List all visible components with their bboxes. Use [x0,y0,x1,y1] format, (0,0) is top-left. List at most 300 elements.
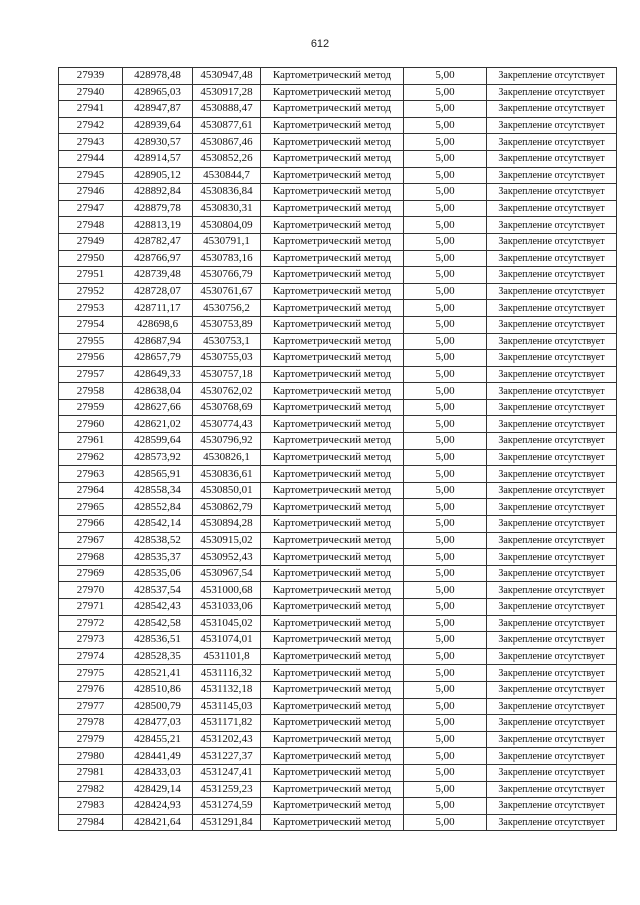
point-number-cell: 27948 [59,217,123,234]
method-cell: Картометрический метод [261,632,404,649]
table-row [59,499,617,516]
fixing-note-cell: Закрепление отсутствует [487,233,617,250]
point-number-cell: 27957 [59,366,123,383]
accuracy-cell: 5,00 [404,599,487,616]
y-coordinate-cell: 4530756,2 [193,300,261,317]
method-cell: Картометрический метод [261,267,404,284]
table-row [59,250,617,267]
accuracy-cell: 5,00 [404,632,487,649]
y-coordinate-cell: 4531045,02 [193,615,261,632]
method-cell: Картометрический метод [261,300,404,317]
point-number-cell: 27974 [59,648,123,665]
method-cell: Картометрический метод [261,366,404,383]
accuracy-cell: 5,00 [404,499,487,516]
method-cell: Картометрический метод [261,101,404,118]
fixing-note-cell: Закрепление отсутствует [487,482,617,499]
method-cell: Картометрический метод [261,499,404,516]
accuracy-cell: 5,00 [404,482,487,499]
y-coordinate-cell: 4530862,79 [193,499,261,516]
fixing-note-cell: Закрепление отсутствует [487,632,617,649]
y-coordinate-cell: 4530952,43 [193,549,261,566]
method-cell: Картометрический метод [261,582,404,599]
method-cell: Картометрический метод [261,516,404,533]
point-number-cell: 27980 [59,748,123,765]
fixing-note-cell: Закрепление отсутствует [487,715,617,732]
point-number-cell: 27942 [59,117,123,134]
x-coordinate-cell: 428627,66 [123,399,193,416]
accuracy-cell: 5,00 [404,648,487,665]
table-row [59,648,617,665]
x-coordinate-cell: 428500,79 [123,698,193,715]
fixing-note-cell: Закрепление отсутствует [487,781,617,798]
table-row [59,715,617,732]
x-coordinate-cell: 428510,86 [123,681,193,698]
fixing-note-cell: Закрепление отсутствует [487,499,617,516]
table-row [59,764,617,781]
x-coordinate-cell: 428535,37 [123,549,193,566]
point-number-cell: 27972 [59,615,123,632]
accuracy-cell: 5,00 [404,416,487,433]
x-coordinate-cell: 428879,78 [123,200,193,217]
accuracy-cell: 5,00 [404,764,487,781]
fixing-note-cell: Закрепление отсутствует [487,283,617,300]
point-number-cell: 27964 [59,482,123,499]
point-number-cell: 27960 [59,416,123,433]
accuracy-cell: 5,00 [404,366,487,383]
point-number-cell: 27975 [59,665,123,682]
y-coordinate-cell: 4530844,7 [193,167,261,184]
x-coordinate-cell: 428947,87 [123,101,193,118]
x-coordinate-cell: 428621,02 [123,416,193,433]
point-number-cell: 27952 [59,283,123,300]
table-row [59,681,617,698]
fixing-note-cell: Закрепление отсутствует [487,217,617,234]
method-cell: Картометрический метод [261,532,404,549]
x-coordinate-cell: 428455,21 [123,731,193,748]
method-cell: Картометрический метод [261,150,404,167]
point-number-cell: 27978 [59,715,123,732]
method-cell: Картометрический метод [261,648,404,665]
point-number-cell: 27976 [59,681,123,698]
y-coordinate-cell: 4530894,28 [193,516,261,533]
point-number-cell: 27949 [59,233,123,250]
y-coordinate-cell: 4530852,26 [193,150,261,167]
y-coordinate-cell: 4530826,1 [193,449,261,466]
y-coordinate-cell: 4531132,18 [193,681,261,698]
point-number-cell: 27940 [59,84,123,101]
y-coordinate-cell: 4531259,23 [193,781,261,798]
x-coordinate-cell: 428711,17 [123,300,193,317]
table-row [59,565,617,582]
x-coordinate-cell: 428782,47 [123,233,193,250]
x-coordinate-cell: 428565,91 [123,466,193,483]
fixing-note-cell: Закрепление отсутствует [487,150,617,167]
y-coordinate-cell: 4530796,92 [193,433,261,450]
fixing-note-cell: Закрепление отсутствует [487,300,617,317]
accuracy-cell: 5,00 [404,814,487,831]
point-number-cell: 27963 [59,466,123,483]
y-coordinate-cell: 4530850,01 [193,482,261,499]
accuracy-cell: 5,00 [404,781,487,798]
fixing-note-cell: Закрепление отсутствует [487,68,617,85]
point-number-cell: 27951 [59,267,123,284]
method-cell: Картометрический метод [261,383,404,400]
x-coordinate-cell: 428728,07 [123,283,193,300]
fixing-note-cell: Закрепление отсутствует [487,117,617,134]
accuracy-cell: 5,00 [404,516,487,533]
point-number-cell: 27955 [59,333,123,350]
table-row [59,283,617,300]
method-cell: Картометрический метод [261,68,404,85]
accuracy-cell: 5,00 [404,615,487,632]
table-body [59,68,617,831]
method-cell: Картометрический метод [261,283,404,300]
y-coordinate-cell: 4530967,54 [193,565,261,582]
y-coordinate-cell: 4530867,46 [193,134,261,151]
fixing-note-cell: Закрепление отсутствует [487,665,617,682]
fixing-note-cell: Закрепление отсутствует [487,383,617,400]
point-number-cell: 27971 [59,599,123,616]
x-coordinate-cell: 428542,58 [123,615,193,632]
x-coordinate-cell: 428599,64 [123,433,193,450]
table-row [59,68,617,85]
fixing-note-cell: Закрепление отсутствует [487,615,617,632]
y-coordinate-cell: 4531145,03 [193,698,261,715]
y-coordinate-cell: 4530836,61 [193,466,261,483]
table-row [59,217,617,234]
table-row [59,267,617,284]
y-coordinate-cell: 4531247,41 [193,764,261,781]
fixing-note-cell: Закрепление отсутствует [487,333,617,350]
table-row [59,449,617,466]
accuracy-cell: 5,00 [404,300,487,317]
y-coordinate-cell: 4531202,43 [193,731,261,748]
point-number-cell: 27953 [59,300,123,317]
method-cell: Картометрический метод [261,399,404,416]
method-cell: Картометрический метод [261,416,404,433]
table-row [59,366,617,383]
point-number-cell: 27943 [59,134,123,151]
fixing-note-cell: Закрепление отсутствует [487,599,617,616]
x-coordinate-cell: 428657,79 [123,350,193,367]
table-row [59,532,617,549]
point-number-cell: 27965 [59,499,123,516]
x-coordinate-cell: 428914,57 [123,150,193,167]
y-coordinate-cell: 4531000,68 [193,582,261,599]
fixing-note-cell: Закрепление отсутствует [487,84,617,101]
y-coordinate-cell: 4530783,16 [193,250,261,267]
accuracy-cell: 5,00 [404,217,487,234]
accuracy-cell: 5,00 [404,433,487,450]
x-coordinate-cell: 428978,48 [123,68,193,85]
fixing-note-cell: Закрепление отсутствует [487,416,617,433]
x-coordinate-cell: 428542,14 [123,516,193,533]
y-coordinate-cell: 4530757,18 [193,366,261,383]
y-coordinate-cell: 4530766,79 [193,267,261,284]
accuracy-cell: 5,00 [404,582,487,599]
method-cell: Картометрический метод [261,781,404,798]
method-cell: Картометрический метод [261,681,404,698]
fixing-note-cell: Закрепление отсутствует [487,134,617,151]
y-coordinate-cell: 4530755,03 [193,350,261,367]
table-row [59,482,617,499]
fixing-note-cell: Закрепление отсутствует [487,516,617,533]
fixing-note-cell: Закрепление отсутствует [487,681,617,698]
table-row [59,615,617,632]
fixing-note-cell: Закрепление отсутствует [487,698,617,715]
x-coordinate-cell: 428536,51 [123,632,193,649]
accuracy-cell: 5,00 [404,200,487,217]
x-coordinate-cell: 428441,49 [123,748,193,765]
y-coordinate-cell: 4531101,8 [193,648,261,665]
y-coordinate-cell: 4530804,09 [193,217,261,234]
method-cell: Картометрический метод [261,333,404,350]
table-row [59,350,617,367]
accuracy-cell: 5,00 [404,565,487,582]
method-cell: Картометрический метод [261,764,404,781]
accuracy-cell: 5,00 [404,84,487,101]
y-coordinate-cell: 4531171,82 [193,715,261,732]
point-number-cell: 27941 [59,101,123,118]
y-coordinate-cell: 4530888,47 [193,101,261,118]
method-cell: Картометрический метод [261,748,404,765]
table-row [59,665,617,682]
method-cell: Картометрический метод [261,84,404,101]
table-row [59,333,617,350]
table-row [59,731,617,748]
accuracy-cell: 5,00 [404,665,487,682]
method-cell: Картометрический метод [261,615,404,632]
table-row [59,748,617,765]
y-coordinate-cell: 4531227,37 [193,748,261,765]
accuracy-cell: 5,00 [404,798,487,815]
accuracy-cell: 5,00 [404,233,487,250]
method-cell: Картометрический метод [261,184,404,201]
point-number-cell: 27950 [59,250,123,267]
method-cell: Картометрический метод [261,350,404,367]
point-number-cell: 27969 [59,565,123,582]
page-number: 612 [310,38,330,50]
method-cell: Картометрический метод [261,449,404,466]
fixing-note-cell: Закрепление отсутствует [487,200,617,217]
fixing-note-cell: Закрепление отсутствует [487,350,617,367]
y-coordinate-cell: 4531033,06 [193,599,261,616]
point-number-cell: 27967 [59,532,123,549]
method-cell: Картометрический метод [261,200,404,217]
y-coordinate-cell: 4531074,01 [193,632,261,649]
fixing-note-cell: Закрепление отсутствует [487,366,617,383]
point-number-cell: 27954 [59,316,123,333]
fixing-note-cell: Закрепление отсутствует [487,466,617,483]
accuracy-cell: 5,00 [404,283,487,300]
table-row [59,184,617,201]
method-cell: Картометрический метод [261,466,404,483]
x-coordinate-cell: 428649,33 [123,366,193,383]
accuracy-cell: 5,00 [404,117,487,134]
y-coordinate-cell: 4530877,61 [193,117,261,134]
table-row [59,233,617,250]
method-cell: Картометрический метод [261,167,404,184]
y-coordinate-cell: 4531291,84 [193,814,261,831]
x-coordinate-cell: 428573,92 [123,449,193,466]
x-coordinate-cell: 428930,57 [123,134,193,151]
y-coordinate-cell: 4530836,84 [193,184,261,201]
table-row [59,599,617,616]
x-coordinate-cell: 428939,64 [123,117,193,134]
table-row [59,150,617,167]
fixing-note-cell: Закрепление отсутствует [487,731,617,748]
table-row [59,117,617,134]
accuracy-cell: 5,00 [404,184,487,201]
method-cell: Картометрический метод [261,549,404,566]
fixing-note-cell: Закрепление отсутствует [487,565,617,582]
accuracy-cell: 5,00 [404,731,487,748]
point-number-cell: 27939 [59,68,123,85]
x-coordinate-cell: 428638,04 [123,383,193,400]
table-row [59,200,617,217]
point-number-cell: 27961 [59,433,123,450]
fixing-note-cell: Закрепление отсутствует [487,316,617,333]
table-row [59,316,617,333]
x-coordinate-cell: 428892,84 [123,184,193,201]
method-cell: Картометрический метод [261,599,404,616]
accuracy-cell: 5,00 [404,167,487,184]
accuracy-cell: 5,00 [404,101,487,118]
point-number-cell: 27984 [59,814,123,831]
fixing-note-cell: Закрепление отсутствует [487,532,617,549]
point-number-cell: 27968 [59,549,123,566]
accuracy-cell: 5,00 [404,549,487,566]
x-coordinate-cell: 428433,03 [123,764,193,781]
method-cell: Картометрический метод [261,731,404,748]
point-number-cell: 27958 [59,383,123,400]
fixing-note-cell: Закрепление отсутствует [487,582,617,599]
table-row [59,433,617,450]
table-row [59,101,617,118]
x-coordinate-cell: 428687,94 [123,333,193,350]
x-coordinate-cell: 428528,35 [123,648,193,665]
accuracy-cell: 5,00 [404,250,487,267]
point-number-cell: 27956 [59,350,123,367]
method-cell: Картометрический метод [261,698,404,715]
table-row [59,798,617,815]
table-row [59,466,617,483]
accuracy-cell: 5,00 [404,383,487,400]
x-coordinate-cell: 428766,97 [123,250,193,267]
accuracy-cell: 5,00 [404,134,487,151]
y-coordinate-cell: 4530762,02 [193,383,261,400]
point-number-cell: 27970 [59,582,123,599]
fixing-note-cell: Закрепление отсутствует [487,814,617,831]
method-cell: Картометрический метод [261,316,404,333]
table-row [59,134,617,151]
y-coordinate-cell: 4530753,89 [193,316,261,333]
fixing-note-cell: Закрепление отсутствует [487,798,617,815]
y-coordinate-cell: 4530761,67 [193,283,261,300]
y-coordinate-cell: 4530915,02 [193,532,261,549]
accuracy-cell: 5,00 [404,698,487,715]
fixing-note-cell: Закрепление отсутствует [487,764,617,781]
accuracy-cell: 5,00 [404,681,487,698]
x-coordinate-cell: 428552,84 [123,499,193,516]
x-coordinate-cell: 428429,14 [123,781,193,798]
accuracy-cell: 5,00 [404,68,487,85]
y-coordinate-cell: 4530768,69 [193,399,261,416]
method-cell: Картометрический метод [261,715,404,732]
table-row [59,549,617,566]
x-coordinate-cell: 428698,6 [123,316,193,333]
accuracy-cell: 5,00 [404,150,487,167]
x-coordinate-cell: 428537,54 [123,582,193,599]
x-coordinate-cell: 428421,64 [123,814,193,831]
point-number-cell: 27983 [59,798,123,815]
fixing-note-cell: Закрепление отсутствует [487,549,617,566]
table-row [59,399,617,416]
fixing-note-cell: Закрепление отсутствует [487,449,617,466]
table-row [59,516,617,533]
x-coordinate-cell: 428538,52 [123,532,193,549]
table-row [59,84,617,101]
x-coordinate-cell: 428739,48 [123,267,193,284]
x-coordinate-cell: 428965,03 [123,84,193,101]
x-coordinate-cell: 428813,19 [123,217,193,234]
x-coordinate-cell: 428521,41 [123,665,193,682]
method-cell: Картометрический метод [261,217,404,234]
point-number-cell: 27981 [59,764,123,781]
accuracy-cell: 5,00 [404,532,487,549]
point-number-cell: 27959 [59,399,123,416]
point-number-cell: 27962 [59,449,123,466]
accuracy-cell: 5,00 [404,449,487,466]
table-row [59,383,617,400]
accuracy-cell: 5,00 [404,316,487,333]
accuracy-cell: 5,00 [404,333,487,350]
y-coordinate-cell: 4530753,1 [193,333,261,350]
y-coordinate-cell: 4530774,43 [193,416,261,433]
fixing-note-cell: Закрепление отсутствует [487,267,617,284]
accuracy-cell: 5,00 [404,350,487,367]
method-cell: Картометрический метод [261,250,404,267]
x-coordinate-cell: 428477,03 [123,715,193,732]
y-coordinate-cell: 4530947,48 [193,68,261,85]
fixing-note-cell: Закрепление отсутствует [487,433,617,450]
accuracy-cell: 5,00 [404,466,487,483]
method-cell: Картометрический метод [261,798,404,815]
method-cell: Картометрический метод [261,565,404,582]
table-row [59,416,617,433]
point-number-cell: 27944 [59,150,123,167]
x-coordinate-cell: 428535,06 [123,565,193,582]
fixing-note-cell: Закрепление отсутствует [487,399,617,416]
table-row [59,167,617,184]
point-number-cell: 27945 [59,167,123,184]
y-coordinate-cell: 4530917,28 [193,84,261,101]
x-coordinate-cell: 428542,43 [123,599,193,616]
point-number-cell: 27982 [59,781,123,798]
table-row [59,300,617,317]
fixing-note-cell: Закрепление отсутствует [487,250,617,267]
point-number-cell: 27947 [59,200,123,217]
accuracy-cell: 5,00 [404,715,487,732]
fixing-note-cell: Закрепление отсутствует [487,167,617,184]
fixing-note-cell: Закрепление отсутствует [487,748,617,765]
fixing-note-cell: Закрепление отсутствует [487,184,617,201]
method-cell: Картометрический метод [261,433,404,450]
fixing-note-cell: Закрепление отсутствует [487,101,617,118]
method-cell: Картометрический метод [261,482,404,499]
table-row [59,698,617,715]
fixing-note-cell: Закрепление отсутствует [487,648,617,665]
